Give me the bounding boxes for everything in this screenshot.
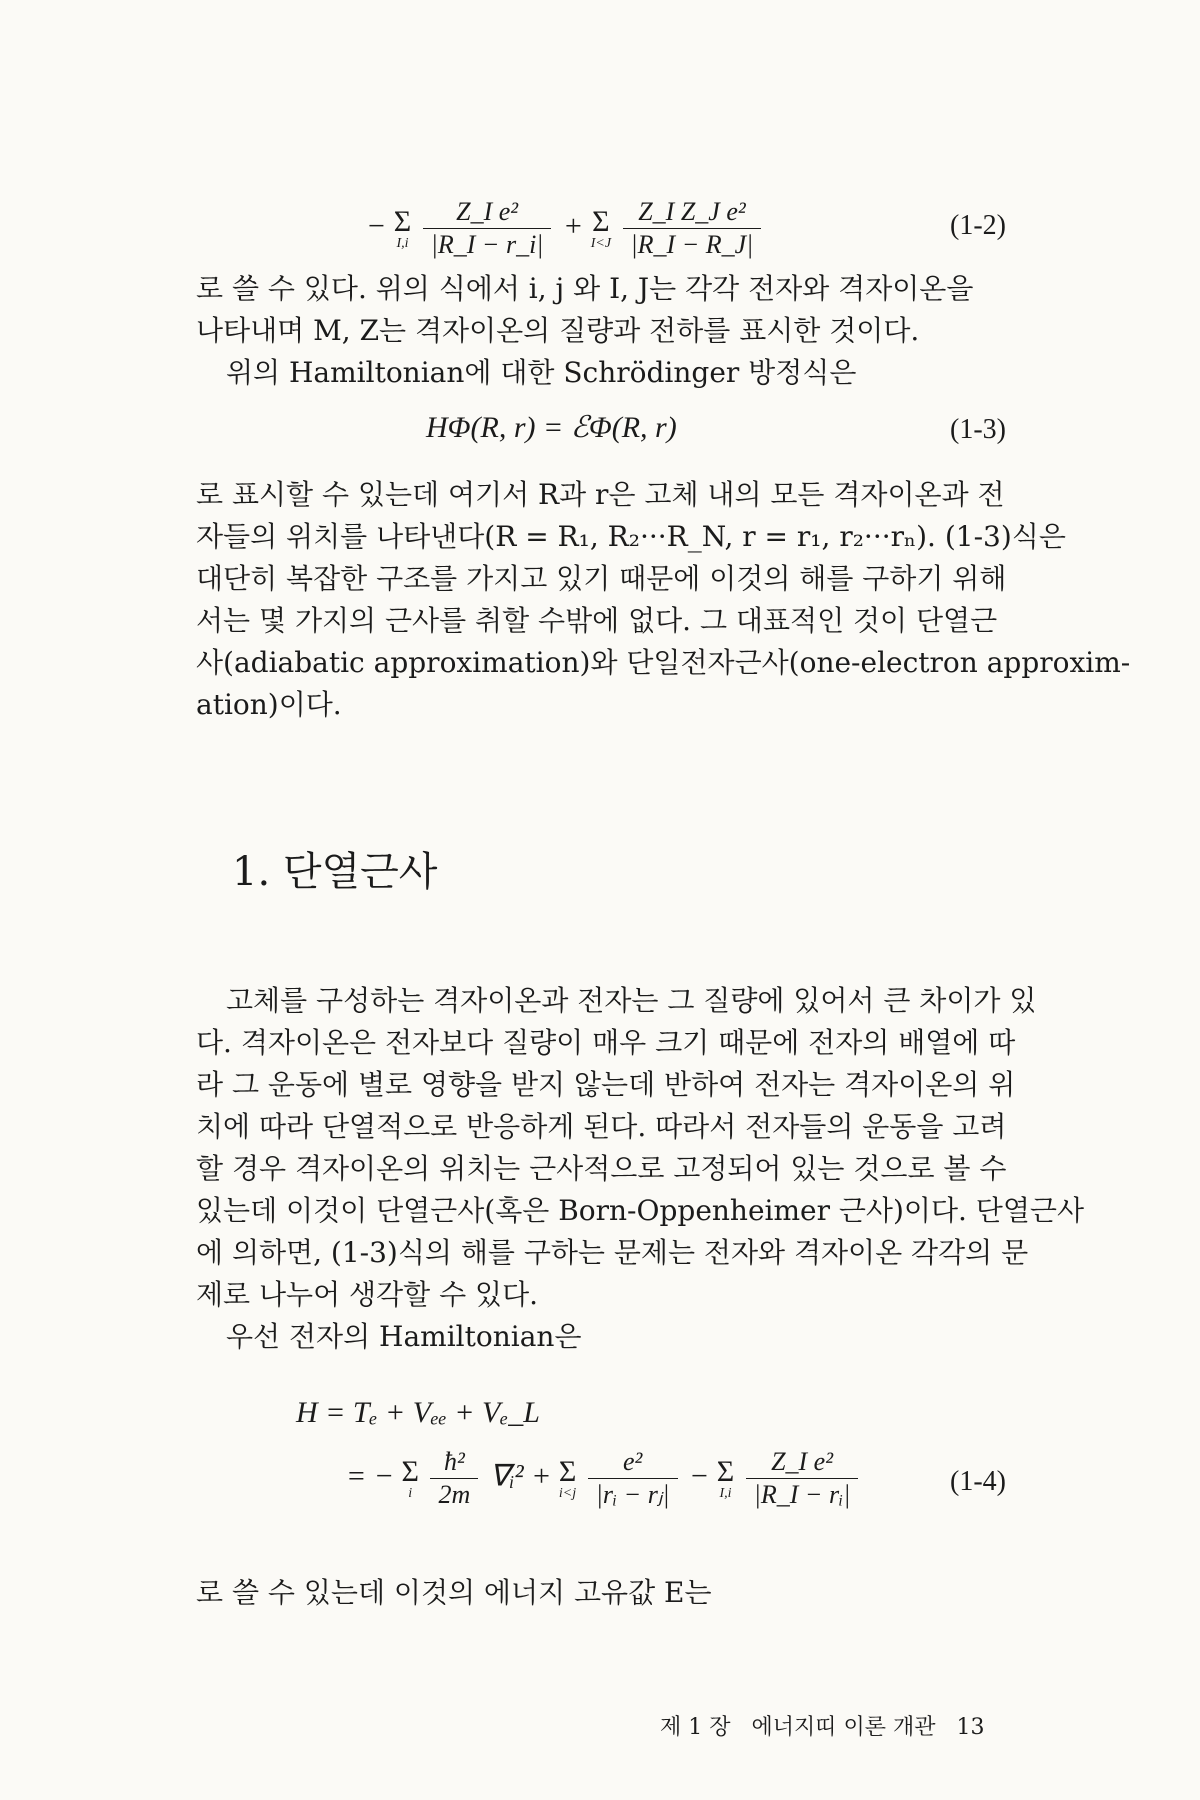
text-line: ation)이다. xyxy=(196,688,342,721)
text-line: 위의 Hamiltonian에 대한 Schrödinger 방정식은 xyxy=(226,356,857,389)
equation-1-4-line1 xyxy=(196,1396,1030,1446)
chapter-number: 제 1 장 xyxy=(660,1715,731,1740)
paragraph-3 xyxy=(196,980,1084,1358)
text-line: 있는데 이것이 단열근사(혹은 Born-Oppenheimer 근사)이다. 단열근사 xyxy=(196,1194,1084,1227)
equation-1-4-body: = − Σ i $\frac{\text{ħ²}}{2m}$ ∇ᵢ² + Σ i<j $\frac{\text{e²}}{\text{|rᵢ − rⱼ|}}$ − Σ I,i $\frac{\text{Z\_I e²}}{\text{|R\_I − rᵢ|}}$ xyxy=(346,1446,862,1511)
text-line: 고체를 구성하는 격자이온과 전자는 그 질량에 있어서 큰 차이가 있 xyxy=(226,984,1037,1017)
equation-number: (1-2) xyxy=(950,210,1006,241)
fraction: $\frac{\text{Z\_I Z\_J e²}}{|R\_I - R\_J|}$ xyxy=(623,196,762,261)
text-line: 나타내며 M, Z는 격자이온의 질량과 전하를 표시한 것이다. xyxy=(196,314,920,347)
text-line: 우선 전자의 Hamiltonian은 xyxy=(226,1320,582,1353)
text-line: 서는 몇 가지의 근사를 취할 수밖에 없다. 그 대표적인 것이 단열근 xyxy=(196,604,998,637)
text-line: 에 의하면, (1-3)식의 해를 구하는 문제는 전자와 격자이온 각각의 문 xyxy=(196,1236,1029,1269)
text-line: 로 표시할 수 있는데 여기서 R과 r은 고체 내의 모든 격자이온과 전 xyxy=(196,478,1005,511)
text-line: 로 쓸 수 있다. 위의 식에서 i, j 와 I, J는 각각 전자와 격자이온을 xyxy=(196,272,974,305)
fraction: $\frac{\text{e²}}{\text{|rᵢ − rⱼ|}}$ xyxy=(588,1446,678,1511)
sum-symbol: Σ i<j xyxy=(558,1454,577,1501)
sum-symbol: Σ I,i xyxy=(393,204,412,251)
chapter-title: 에너지띠 이론 개관 xyxy=(751,1715,936,1740)
sum-symbol: Σ I<J xyxy=(590,204,612,251)
equation-1-2 xyxy=(196,196,1030,259)
text-line: 라 그 운동에 별로 영향을 받지 않는데 반하여 전자는 격자이온의 위 xyxy=(196,1068,1016,1101)
fraction: $\frac{\text{Z\_I e²}}{|R\_I - r\_i|}$ xyxy=(423,196,552,261)
text-line: 대단히 복잡한 구조를 가지고 있기 때문에 이것의 해를 구하기 위해 xyxy=(196,562,1007,595)
section-heading: 1. 단열근사 xyxy=(232,849,438,895)
paragraph-1 xyxy=(196,268,1030,394)
fraction: $\frac{\text{Z\_I e²}}{\text{|R\_I − rᵢ|}}$ xyxy=(746,1446,859,1511)
text-line: 자들의 위치를 나타낸다(R = R₁, R₂···R_N, r = r₁, r₂···rₙ). (1-3)식은 xyxy=(196,520,1066,553)
equation-1-3 xyxy=(196,402,1030,462)
text-line: 제로 나누어 생각할 수 있다. xyxy=(196,1278,539,1311)
page-number: 13 xyxy=(956,1715,985,1740)
text-line: 치에 따라 단열적으로 반응하게 된다. 따라서 전자들의 운동을 고려 xyxy=(196,1110,1007,1143)
sum-symbol: Σ i xyxy=(401,1454,419,1501)
paragraph-4 xyxy=(196,1572,1030,1614)
equation-1-4-hamiltonian: H = Tₑ + Vₑₑ + Vₑ_L xyxy=(296,1396,540,1429)
text-line: 다. 격자이온은 전자보다 질량이 매우 크기 때문에 전자의 배열에 따 xyxy=(196,1026,1016,1059)
text-line: 로 쓸 수 있는데 이것의 에너지 고유값 E는 xyxy=(196,1576,712,1609)
equation-number: (1-3) xyxy=(950,414,1006,445)
sum-symbol: Σ I,i xyxy=(716,1454,735,1501)
page-footer xyxy=(660,1710,984,1741)
text-line: 사(adiabatic approximation)와 단일전자근사(one-electron approxim- xyxy=(196,646,1131,679)
equation-1-3-body: HΦ(R, r) = ℰΦ(R, r) xyxy=(426,411,677,444)
fraction: $\frac{\text{ħ²}}{2m}$ xyxy=(430,1446,478,1511)
text-line: 할 경우 격자이온의 위치는 근사적으로 고정되어 있는 것으로 볼 수 xyxy=(196,1152,1007,1185)
equation-number: (1-4) xyxy=(950,1466,1006,1497)
paragraph-2 xyxy=(196,474,1131,726)
equation-1-2-body: − Σ I,i $\frac{\text{Z\_I e²}}{|R\_I - r\_i|}$ + Σ I<J $\frac{\text{Z\_I Z\_J e²}}{|R\_I - R\_J|}$ xyxy=(366,196,765,261)
equation-1-4 xyxy=(196,1446,1030,1526)
